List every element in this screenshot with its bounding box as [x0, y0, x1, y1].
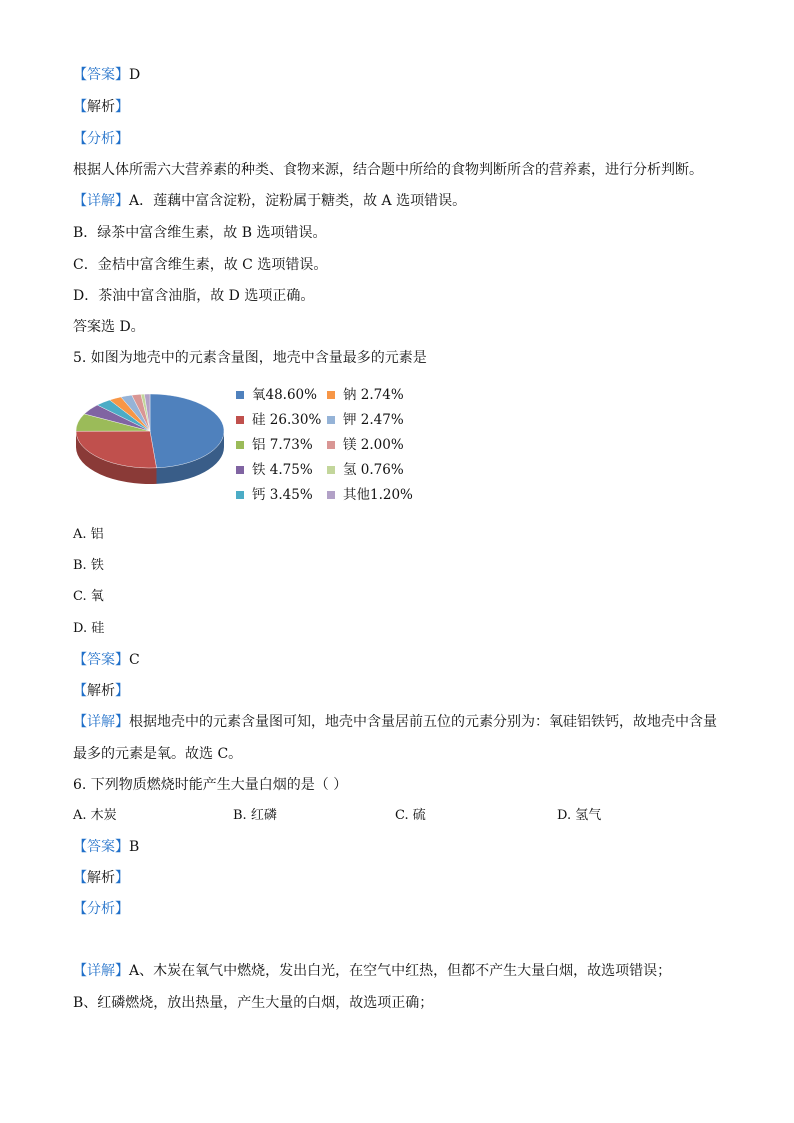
legend-label-0: 氧48.60% [252, 387, 317, 403]
q5-answer-tag: 【答案】 [73, 652, 129, 668]
legend-swatch-6 [327, 416, 335, 424]
q5-detail-text: 根据地壳中的元素含量图可知，地壳中含量居前五位的元素分别为：氧硅铝铁钙，故地壳中含量 [129, 714, 717, 730]
q5-option-c: C. 氧 [73, 589, 104, 604]
legend-label-9: 其他1.20% [343, 487, 413, 503]
fenxi-heading: 【分析】 [73, 131, 129, 147]
legend-label-1: 硅 26.30% [252, 412, 322, 428]
question-5: 5. 如图为地壳中的元素含量图，地壳中含量最多的元素是 [73, 350, 427, 366]
legend-item-3 [236, 461, 313, 479]
q6-answer-value: B [129, 839, 140, 855]
answer-line [73, 66, 140, 84]
q6-fenxi-heading: 【分析】 [73, 901, 129, 917]
answer-value: D [129, 67, 141, 83]
legend-swatch-1 [236, 416, 244, 424]
pie-chart-svg [72, 388, 232, 498]
question-6: 6. 下列物质燃烧时能产生大量白烟的是（ ） [73, 777, 348, 793]
legend-swatch-9 [327, 491, 335, 499]
legend-item-1 [236, 411, 321, 429]
legend-item-6 [327, 411, 404, 429]
q5-option-d: D. 硅 [73, 621, 105, 636]
legend-label-5: 钠 2.74% [343, 387, 404, 403]
q6-option-c: C. 硫 [395, 808, 426, 823]
q6-analysis-heading: 【解析】 [73, 870, 129, 886]
legend-item-2 [236, 436, 313, 454]
legend-item-4 [236, 486, 313, 504]
legend-swatch-3 [236, 466, 244, 474]
analysis-heading: 【解析】 [73, 99, 129, 115]
legend-swatch-2 [236, 441, 244, 449]
detail-line-c: C．金桔中富含维生素，故 C 选项错误。 [73, 257, 328, 273]
answer-choice-line: 答案选 D。 [73, 319, 145, 335]
q5-detail-tag: 【详解】 [73, 714, 129, 730]
q6-option-a: A. 木炭 [73, 808, 117, 823]
detail-line-d: D．茶油中富含油脂，故 D 选项正确。 [73, 288, 315, 304]
q5-option-a: A. 铝 [73, 527, 104, 542]
legend-swatch-7 [327, 441, 335, 449]
legend-label-3: 铁 4.75% [252, 462, 313, 478]
q5-analysis-label: 解析 [87, 683, 115, 699]
q5-answer-value: C [129, 652, 140, 668]
legend-label-6: 钾 2.47% [343, 412, 404, 428]
analysis-label: 解析 [87, 99, 115, 115]
detail-line-b: B．绿茶中富含维生素，故 B 选项错误。 [73, 225, 327, 241]
pie-chart [72, 388, 232, 498]
detail-line-a [73, 192, 466, 210]
q6-analysis-label: 解析 [87, 870, 115, 886]
detail-text: A．莲藕中富含淀粉，淀粉属于糖类，故 A 选项错误。 [129, 193, 467, 209]
legend-label-8: 氢 0.76% [343, 462, 404, 478]
q6-detail-line [73, 962, 671, 980]
q6-option-d: D. 氢气 [557, 808, 602, 823]
legend-label-7: 镁 2.00% [343, 437, 404, 453]
legend-swatch-4 [236, 491, 244, 499]
q5-answer-line [73, 651, 140, 669]
legend-swatch-8 [327, 466, 335, 474]
legend-swatch-0 [236, 391, 244, 399]
legend-item-8 [327, 461, 404, 479]
q6-answer-line [73, 838, 139, 856]
detail-tag: 【详解】 [73, 193, 129, 209]
legend-item-0 [236, 386, 317, 404]
q5-analysis-heading: 【解析】 [73, 683, 129, 699]
legend-item-5 [327, 386, 404, 404]
q5-detail-line [73, 713, 717, 731]
q6-detail-tag: 【详解】 [73, 963, 129, 979]
legend-item-7 [327, 436, 404, 454]
fenxi-text: 根据人体所需六大营养素的种类、食物来源，结合题中所给的食物判断所含的营养素，进行分析判断。 [73, 162, 703, 178]
q5-detail-line-2: 最多的元素是氧。故选 C。 [73, 746, 243, 762]
answer-tag: 【答案】 [73, 67, 129, 83]
q5-option-b: B. 铁 [73, 558, 104, 573]
q6-detail-line-2: B、红磷燃烧，放出热量，产生大量的白烟，故选项正确； [73, 995, 434, 1011]
q6-option-b: B. 红磷 [233, 808, 277, 823]
legend-item-9 [327, 486, 413, 504]
q6-detail-text: A、木炭在氧气中燃烧，发出白光，在空气中红热，但都不产生大量白烟，故选项错误； [129, 963, 672, 979]
legend-label-2: 铝 7.73% [252, 437, 313, 453]
q6-answer-tag: 【答案】 [73, 839, 129, 855]
legend-swatch-5 [327, 391, 335, 399]
legend-label-4: 钙 3.45% [252, 487, 313, 503]
